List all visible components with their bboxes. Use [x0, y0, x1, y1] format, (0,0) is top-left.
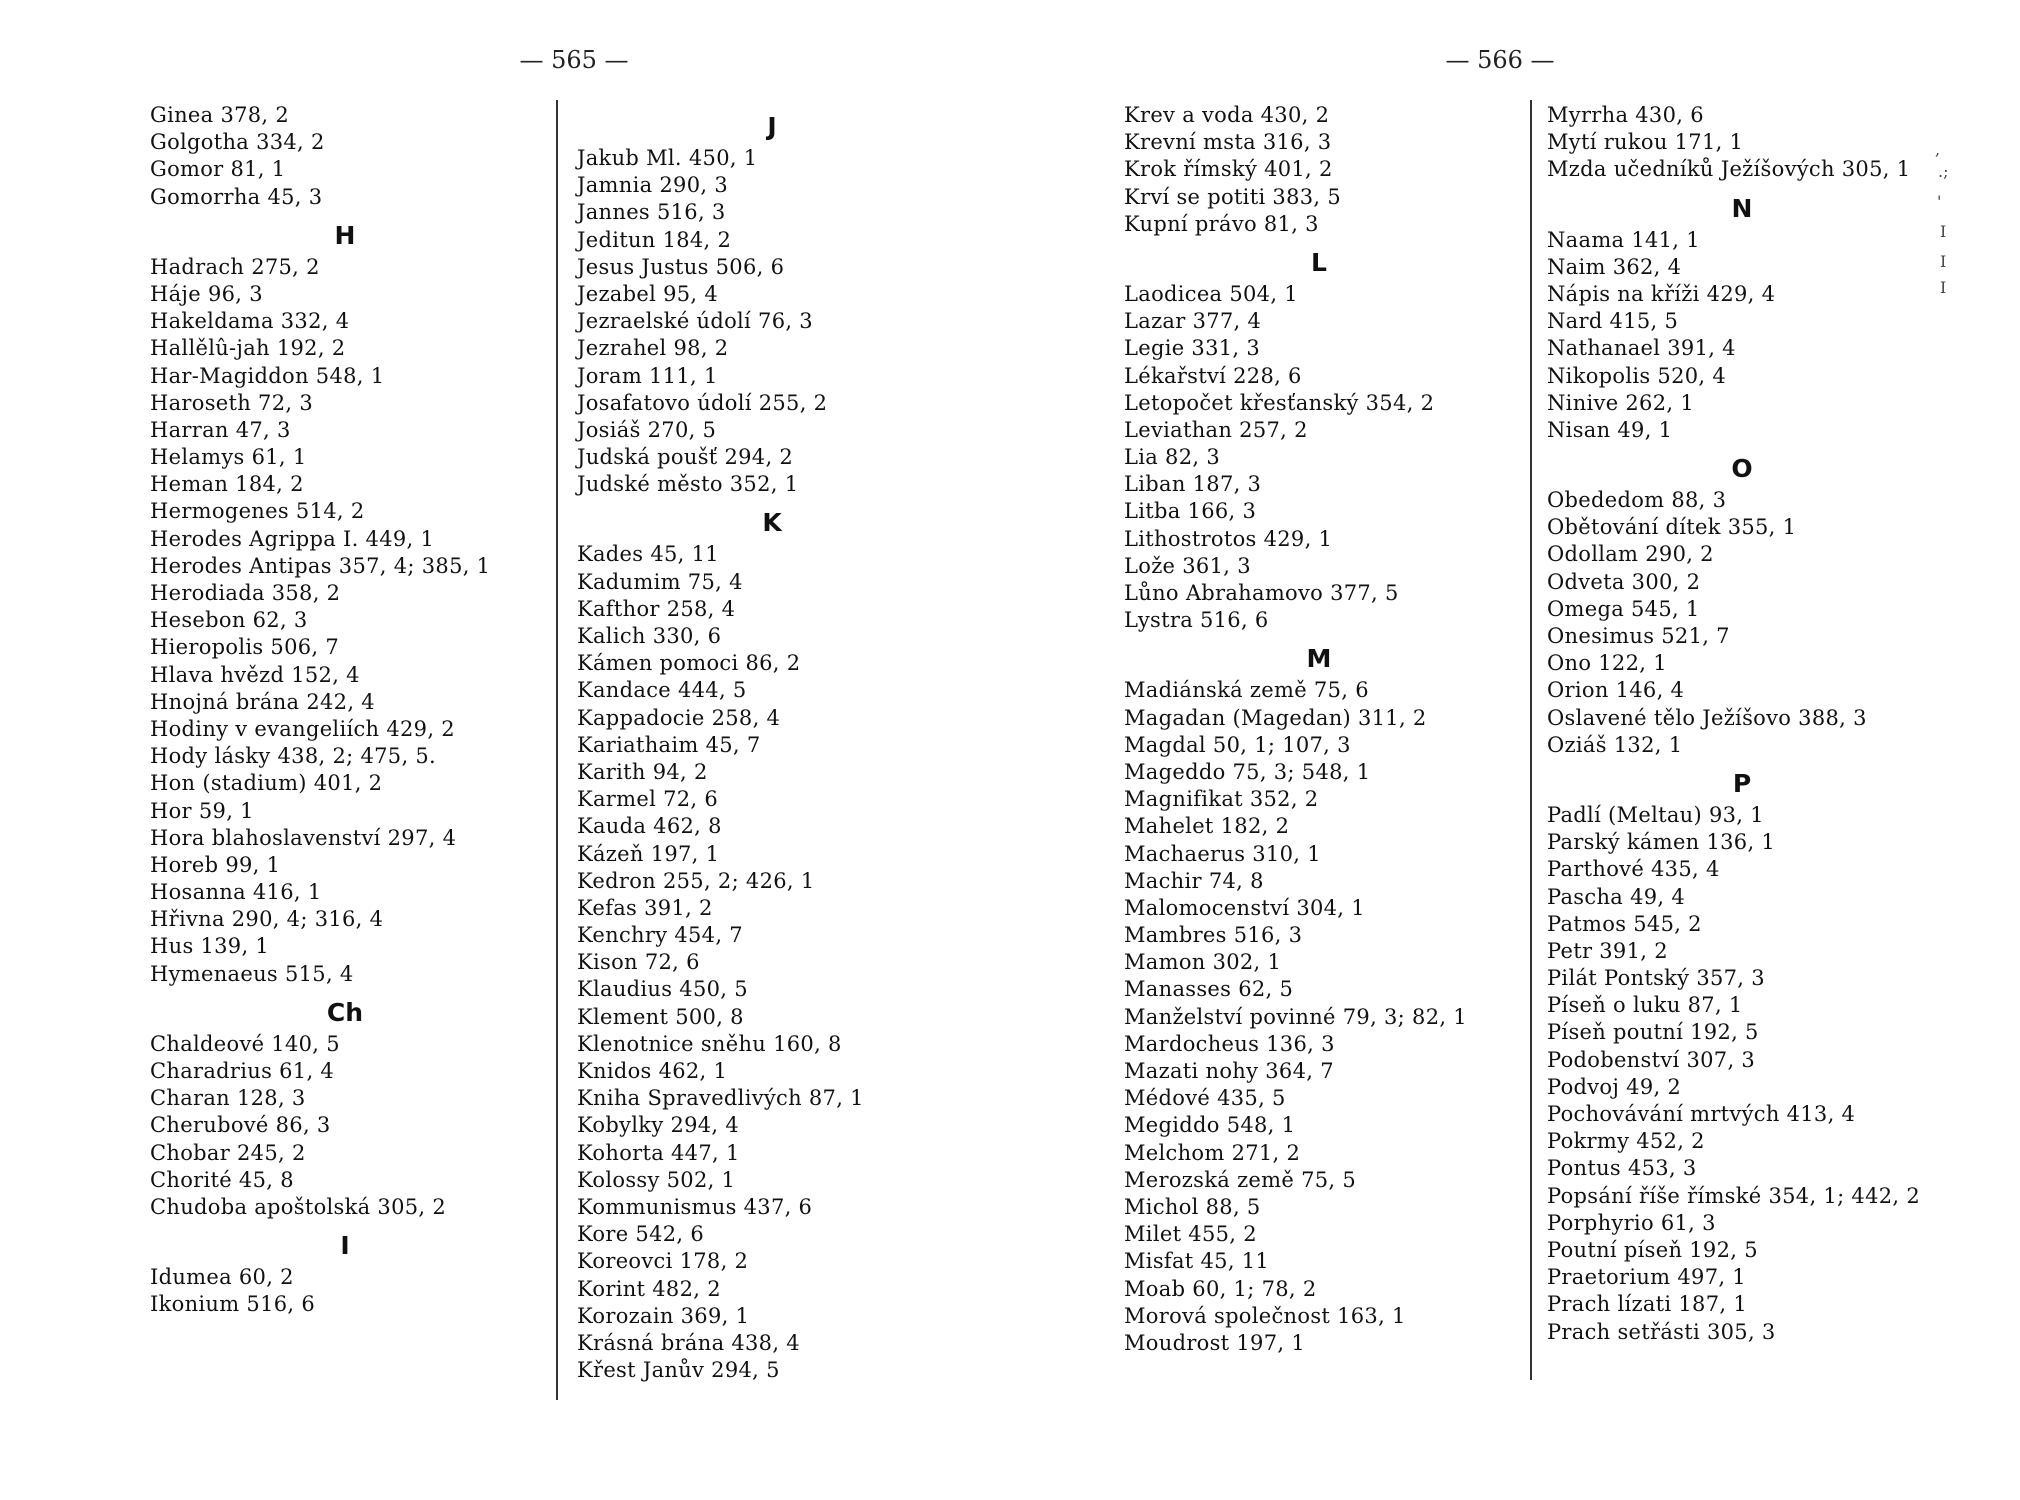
index-entry: Porphyrio 61, 3 [1547, 1210, 1716, 1235]
index-entry: Jamnia 290, 3 [577, 173, 728, 198]
index-entry: Popsání říše římské 354, 1; 442, 2 [1547, 1183, 1921, 1208]
index-entry: Legie 331, 3 [1124, 336, 1261, 361]
index-entry: Herodiada 358, 2 [150, 581, 341, 605]
index-entry: Machaerus 310, 1 [1124, 841, 1321, 866]
section-letter: L [1311, 247, 1327, 277]
index-entry: Chorité 45, 8 [150, 1167, 294, 1192]
section-letter: N [1731, 193, 1753, 223]
index-entry: Nisan 49, 1 [1547, 417, 1673, 442]
index-entry: Médové 435, 5 [1124, 1086, 1286, 1111]
index-column-1 [150, 102, 540, 1319]
index-entry: Moab 60, 1; 78, 2 [1124, 1276, 1317, 1301]
index-entry: Hus 139, 1 [150, 934, 270, 959]
index-entry: Herodes Agrippa I. 449, 1 [150, 526, 435, 551]
index-entry: Kenchry 454, 7 [577, 923, 743, 948]
index-entry: Hor 59, 1 [150, 798, 254, 823]
section-letter: Ch [326, 997, 364, 1027]
index-entry: Hody lásky 438, 2; 475, 5. [150, 744, 437, 769]
index-entry: Jeditun 184, 2 [577, 227, 732, 252]
index-entry: Judská poušť 294, 2 [577, 445, 794, 470]
index-entry: Háje 96, 3 [150, 281, 263, 306]
page-number-right: — 566 — [1445, 46, 1555, 74]
index-entry: Manasses 62, 5 [1124, 977, 1294, 1002]
section-letter: O [1731, 454, 1753, 484]
index-entry: Kefas 391, 2 [577, 895, 713, 920]
index-entry: Kommunismus 437, 6 [577, 1194, 813, 1219]
index-entry: Hallělû-jah 192, 2 [150, 336, 346, 361]
index-entry: Ginea 378, 2 [150, 103, 290, 127]
index-entry: Oziáš 132, 1 [1547, 732, 1683, 757]
index-entry: Jakub Ml. 450, 1 [577, 146, 758, 170]
index-entry: Magdal 50, 1; 107, 3 [1124, 732, 1351, 757]
index-entry: Parský kámen 136, 1 [1547, 830, 1776, 855]
index-entry: Pokrmy 452, 2 [1547, 1129, 1705, 1154]
index-entry: Idumea 60, 2 [150, 1265, 294, 1290]
index-entry: Kariathaim 45, 7 [577, 732, 761, 757]
index-entry: Pascha 49, 4 [1547, 884, 1685, 909]
index-entry: Obededom 88, 3 [1547, 488, 1727, 513]
index-entry: Leviathan 257, 2 [1124, 417, 1308, 442]
index-entry: Mardocheus 136, 3 [1124, 1031, 1335, 1056]
index-entry: Kobylky 294, 4 [577, 1113, 740, 1138]
index-entry: Kison 72, 6 [577, 950, 700, 975]
index-entry: Odollam 290, 2 [1547, 542, 1714, 567]
margin-speck: .; [1938, 162, 1949, 181]
index-entry: Merozská země 75, 5 [1124, 1167, 1357, 1192]
index-entry: Křest Janův 294, 5 [577, 1358, 780, 1383]
index-entry: Nikopolis 520, 4 [1547, 363, 1727, 388]
index-entry: Klement 500, 8 [577, 1004, 744, 1029]
index-entry: Melchom 271, 2 [1124, 1140, 1301, 1165]
index-entry: Heman 184, 2 [150, 472, 304, 497]
index-entry: Kázeň 197, 1 [577, 841, 720, 866]
index-entry: Mazati nohy 364, 7 [1124, 1059, 1334, 1083]
margin-speck: I [1940, 278, 1947, 297]
index-entry: Jezraelské údolí 76, 3 [577, 309, 813, 334]
index-entry: Poutní píseň 192, 5 [1547, 1237, 1758, 1262]
section-letter: P [1732, 768, 1752, 798]
index-entry: Joram 111, 1 [577, 363, 718, 388]
section-letter: K [762, 508, 782, 538]
index-entry: Harran 47, 3 [150, 417, 291, 442]
index-entry: Mytí rukou 171, 1 [1547, 130, 1744, 155]
index-entry: Lékařství 228, 6 [1124, 363, 1302, 388]
index-entry: Judské město 352, 1 [577, 472, 799, 497]
index-entry: Krásná brána 438, 4 [577, 1330, 800, 1355]
index-entry: Hosanna 416, 1 [150, 880, 322, 905]
index-entry: Knidos 462, 1 [577, 1059, 728, 1083]
index-entry: Karith 94, 2 [577, 759, 708, 784]
index-entry: Kolossy 502, 1 [577, 1167, 736, 1192]
column-rule-left-page [556, 100, 558, 1400]
index-entry: Prach setřásti 305, 3 [1547, 1319, 1776, 1344]
index-entry: Podobenství 307, 3 [1547, 1047, 1756, 1072]
column-rule-right-page [1530, 100, 1532, 1380]
index-entry: Padlí (Meltau) 93, 1 [1547, 802, 1764, 827]
index-entry: Pontus 453, 3 [1547, 1156, 1697, 1181]
index-entry: Naim 362, 4 [1547, 254, 1682, 279]
index-entry: Chudoba apoštolská 305, 2 [150, 1194, 447, 1219]
page-number-left: — 565 — [519, 46, 629, 74]
index-column-2 [577, 102, 967, 1384]
index-entry: Kámen pomoci 86, 2 [577, 651, 801, 676]
index-entry: Hnojná brána 242, 4 [150, 689, 375, 714]
index-entry: Ono 122, 1 [1547, 651, 1667, 676]
index-entry: Megiddo 548, 1 [1124, 1113, 1296, 1138]
index-entry: Machir 74, 8 [1124, 868, 1264, 893]
index-entry: Gomor 81, 1 [150, 157, 286, 182]
section-letter: M [1306, 644, 1332, 674]
index-entry: Jezabel 95, 4 [577, 281, 719, 306]
index-entry: Pilát Pontský 357, 3 [1547, 966, 1765, 991]
index-entry: Lystra 516, 6 [1124, 608, 1269, 633]
margin-speck: , [1935, 140, 1941, 159]
index-entry: Lithostrotos 429, 1 [1124, 526, 1333, 551]
index-entry: Lože 361, 3 [1124, 553, 1251, 578]
margin-speck: I [1940, 222, 1947, 241]
index-entry: Hon (stadium) 401, 2 [150, 771, 383, 796]
index-entry: Píseň poutní 192, 5 [1547, 1020, 1759, 1045]
index-entry: Kades 45, 11 [577, 542, 719, 567]
index-entry: Kedron 255, 2; 426, 1 [577, 868, 815, 893]
index-entry: Krevní msta 316, 3 [1124, 130, 1332, 155]
index-entry: Charadrius 61, 4 [150, 1059, 335, 1083]
index-entry: Prach lízati 187, 1 [1547, 1292, 1747, 1317]
index-column-4 [1547, 102, 1937, 1346]
index-entry: Ikonium 516, 6 [150, 1292, 316, 1317]
index-entry: Korint 482, 2 [577, 1276, 721, 1301]
index-entry: Lůno Abrahamovo 377, 5 [1124, 581, 1399, 605]
index-entry: Golgotha 334, 2 [150, 130, 325, 155]
index-entry: Mambres 516, 3 [1124, 923, 1303, 948]
index-entry: Josiáš 270, 5 [577, 417, 717, 442]
index-entry: Gomorrha 45, 3 [150, 184, 323, 209]
index-entry: Podvoj 49, 2 [1547, 1074, 1682, 1099]
index-entry: Krví se potiti 383, 5 [1124, 184, 1342, 209]
index-entry: Helamys 61, 1 [150, 445, 307, 470]
index-entry: Cherubové 86, 3 [150, 1113, 331, 1138]
index-entry: Kauda 462, 8 [577, 814, 722, 839]
index-entry: Lia 82, 3 [1124, 445, 1220, 470]
index-entry: Liban 187, 3 [1124, 472, 1262, 497]
index-entry: Hieropolis 506, 7 [150, 635, 340, 660]
index-entry: Milet 455, 2 [1124, 1222, 1257, 1247]
index-entry: Ninive 262, 1 [1547, 390, 1694, 415]
index-entry: Odveta 300, 2 [1547, 569, 1701, 594]
index-column-3 [1124, 102, 1514, 1357]
index-entry: Krev a voda 430, 2 [1124, 103, 1330, 127]
index-entry: Myrrha 430, 6 [1547, 103, 1704, 127]
index-entry: Hřivna 290, 4; 316, 4 [150, 907, 384, 932]
index-entry: Kadumim 75, 4 [577, 569, 743, 594]
index-entry: Hakeldama 332, 4 [150, 309, 350, 334]
index-entry: Onesimus 521, 7 [1547, 624, 1730, 648]
section-letter: H [334, 220, 356, 250]
index-entry: Omega 545, 1 [1547, 596, 1700, 621]
index-entry: Michol 88, 5 [1124, 1194, 1261, 1219]
index-entry: Hermogenes 514, 2 [150, 499, 365, 524]
section-letter: I [340, 1231, 350, 1261]
index-entry: Klaudius 450, 5 [577, 977, 748, 1002]
index-entry: Charan 128, 3 [150, 1086, 306, 1111]
index-entry: Har-Magiddon 548, 1 [150, 363, 385, 388]
index-entry: Chaldeové 140, 5 [150, 1031, 340, 1056]
index-entry: Hlava hvězd 152, 4 [150, 662, 360, 687]
index-entry: Magadan (Magedan) 311, 2 [1124, 705, 1427, 730]
index-entry: Kohorta 447, 1 [577, 1140, 740, 1165]
index-entry: Kupní právo 81, 3 [1124, 211, 1319, 236]
index-entry: Jesus Justus 506, 6 [577, 254, 785, 279]
index-entry: Pochovávání mrtvých 413, 4 [1547, 1102, 1856, 1126]
index-entry: Kafthor 258, 4 [577, 596, 736, 621]
index-entry: Magnifikat 352, 2 [1124, 787, 1319, 812]
index-entry: Mageddo 75, 3; 548, 1 [1124, 759, 1371, 784]
index-entry: Krok římský 401, 2 [1124, 157, 1333, 182]
index-entry: Morová společnost 163, 1 [1124, 1303, 1406, 1328]
index-entry: Mzda učedníků Ježíšových 305, 1 [1547, 157, 1911, 182]
index-entry: Hadrach 275, 2 [150, 254, 320, 279]
index-entry: Kniha Spravedlivých 87, 1 [577, 1086, 864, 1111]
index-entry: Laodicea 504, 1 [1124, 281, 1298, 306]
index-entry: Oslavené tělo Ježíšovo 388, 3 [1547, 705, 1867, 730]
index-entry: Kandace 444, 5 [577, 678, 747, 703]
index-entry: Horeb 99, 1 [150, 852, 281, 877]
index-entry: Herodes Antipas 357, 4; 385, 1 [150, 553, 491, 578]
index-entry: Hodiny v evangeliích 429, 2 [150, 716, 455, 741]
section-letter: J [767, 112, 777, 141]
index-entry: Parthové 435, 4 [1547, 857, 1720, 882]
index-entry: Misfat 45, 11 [1124, 1249, 1270, 1274]
index-entry: Karmel 72, 6 [577, 787, 719, 812]
index-entry: Nápis na kříži 429, 4 [1547, 281, 1776, 306]
index-entry: Litba 166, 3 [1124, 499, 1257, 524]
index-entry: Manželství povinné 79, 3; 82, 1 [1124, 1004, 1467, 1029]
index-entry: Kappadocie 258, 4 [577, 705, 781, 730]
index-entry: Nard 415, 5 [1547, 309, 1679, 334]
index-entry: Mamon 302, 1 [1124, 950, 1282, 975]
index-entry: Josafatovo údolí 255, 2 [577, 390, 828, 415]
index-entry: Orion 146, 4 [1547, 678, 1685, 703]
index-entry: Klenotnice sněhu 160, 8 [577, 1031, 842, 1056]
index-entry: Lazar 377, 4 [1124, 309, 1262, 334]
index-entry: Korozain 369, 1 [577, 1303, 750, 1328]
index-entry: Nathanael 391, 4 [1547, 336, 1736, 361]
index-entry: Hymenaeus 515, 4 [150, 961, 354, 986]
index-entry: Jezrahel 98, 2 [577, 336, 729, 361]
index-entry: Kore 542, 6 [577, 1222, 705, 1247]
index-entry: Malomocenství 304, 1 [1124, 895, 1365, 920]
index-entry: Koreovci 178, 2 [577, 1249, 749, 1274]
index-entry: Píseň o luku 87, 1 [1547, 993, 1743, 1018]
index-entry: Petr 391, 2 [1547, 938, 1668, 963]
index-entry: Obětování dítek 355, 1 [1547, 515, 1797, 540]
margin-speck: ' [1937, 192, 1942, 211]
index-entry: Letopočet křesťanský 354, 2 [1124, 390, 1435, 415]
index-entry: Haroseth 72, 3 [150, 390, 313, 415]
index-entry: Jannes 516, 3 [577, 200, 726, 225]
index-entry: Hesebon 62, 3 [150, 608, 308, 633]
index-entry: Hora blahoslavenství 297, 4 [150, 825, 457, 850]
index-entry: Mahelet 182, 2 [1124, 814, 1290, 839]
index-entry: Chobar 245, 2 [150, 1140, 306, 1165]
index-entry: Kalich 330, 6 [577, 624, 722, 648]
index-entry: Moudrost 197, 1 [1124, 1330, 1305, 1355]
margin-speck: I [1940, 252, 1947, 271]
index-entry: Madiánská země 75, 6 [1124, 678, 1369, 703]
index-entry: Naama 141, 1 [1547, 227, 1700, 252]
index-entry: Patmos 545, 2 [1547, 911, 1702, 936]
index-entry: Praetorium 497, 1 [1547, 1265, 1746, 1290]
